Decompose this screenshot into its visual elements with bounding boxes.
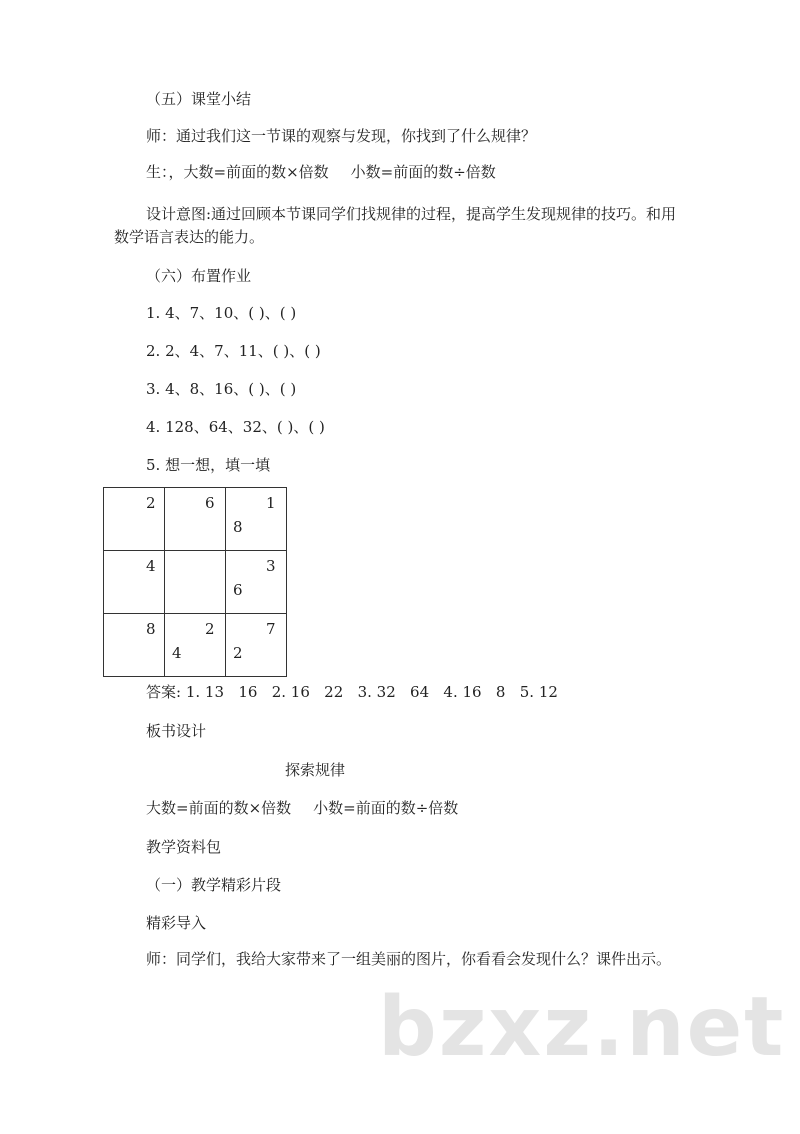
homework-heading: （六）布置作业 xyxy=(146,267,252,285)
homework-item-1: 1. 4、7、10、( )、( ) xyxy=(146,304,297,322)
summary-heading: （五）课堂小结 xyxy=(146,90,252,108)
student-answer xyxy=(146,161,496,183)
grid-cell xyxy=(104,551,165,614)
grid-number: 8 xyxy=(146,620,156,638)
formula-small: 小数=前面的数÷倍数 xyxy=(313,799,459,817)
grid-number: 6 xyxy=(205,494,215,512)
student-answer-small: 小数=前面的数÷倍数 xyxy=(350,163,496,181)
grid-number: 2 xyxy=(205,620,215,638)
grid-number: 6 xyxy=(233,581,243,599)
homework-item-5: 5. 想一想，填一填 xyxy=(146,456,271,474)
grid-cell xyxy=(226,488,287,551)
grid-cell xyxy=(104,614,165,677)
board-title: 探索规律 xyxy=(285,761,346,779)
homework-item-2: 2. 2、4、7、11、( )、( ) xyxy=(146,342,321,360)
grid-number: 3 xyxy=(266,557,276,575)
number-grid xyxy=(103,487,287,677)
design-intent: 设计意图:通过回顾本节课同学们找规律的过程，提高学生发现规律的技巧。和用数学语言表达的能力。 xyxy=(114,205,677,246)
grid-cell xyxy=(226,551,287,614)
teacher-question: 师：通过我们这一节课的观察与发现，你找到了什么规律？ xyxy=(146,127,537,145)
answers xyxy=(146,681,558,703)
grid-number: 7 xyxy=(266,620,276,638)
grid-cell xyxy=(104,488,165,551)
resources-heading: 教学资料包 xyxy=(146,838,222,856)
grid-number: 1 xyxy=(266,494,276,512)
grid-cell xyxy=(165,614,226,677)
intro-text: 师：同学们，我给大家带来了一组美丽的图片，你看看会发现什么？课件出示。 xyxy=(146,950,672,968)
homework-item-4: 4. 128、64、32、( )、( ) xyxy=(146,418,325,436)
intro-heading: 精彩导入 xyxy=(146,914,207,932)
student-answer-big: 生：，大数=前面的数×倍数 xyxy=(146,163,329,181)
grid-number: 2 xyxy=(233,644,243,662)
formula-big: 大数=前面的数×倍数 xyxy=(146,799,292,817)
answers-text: 1. 13 16 2. 16 22 3. 32 64 4. 16 8 5. 12 xyxy=(185,683,558,701)
grid-cell xyxy=(226,614,287,677)
homework-item-3: 3. 4、8、16、( )、( ) xyxy=(146,380,297,398)
grid-cell-empty xyxy=(165,551,226,614)
grid-number: 4 xyxy=(146,557,156,575)
grid-cell xyxy=(165,488,226,551)
grid-number: 2 xyxy=(146,494,156,512)
board-heading: 板书设计 xyxy=(146,722,207,740)
board-formulas xyxy=(146,797,458,819)
watermark-logo: bzxz.net xyxy=(378,980,786,1075)
answers-label: 答案: xyxy=(146,683,182,701)
resources-sub-heading: （一）教学精彩片段 xyxy=(146,876,282,894)
grid-number: 4 xyxy=(172,644,182,662)
grid-number: 8 xyxy=(233,518,243,536)
